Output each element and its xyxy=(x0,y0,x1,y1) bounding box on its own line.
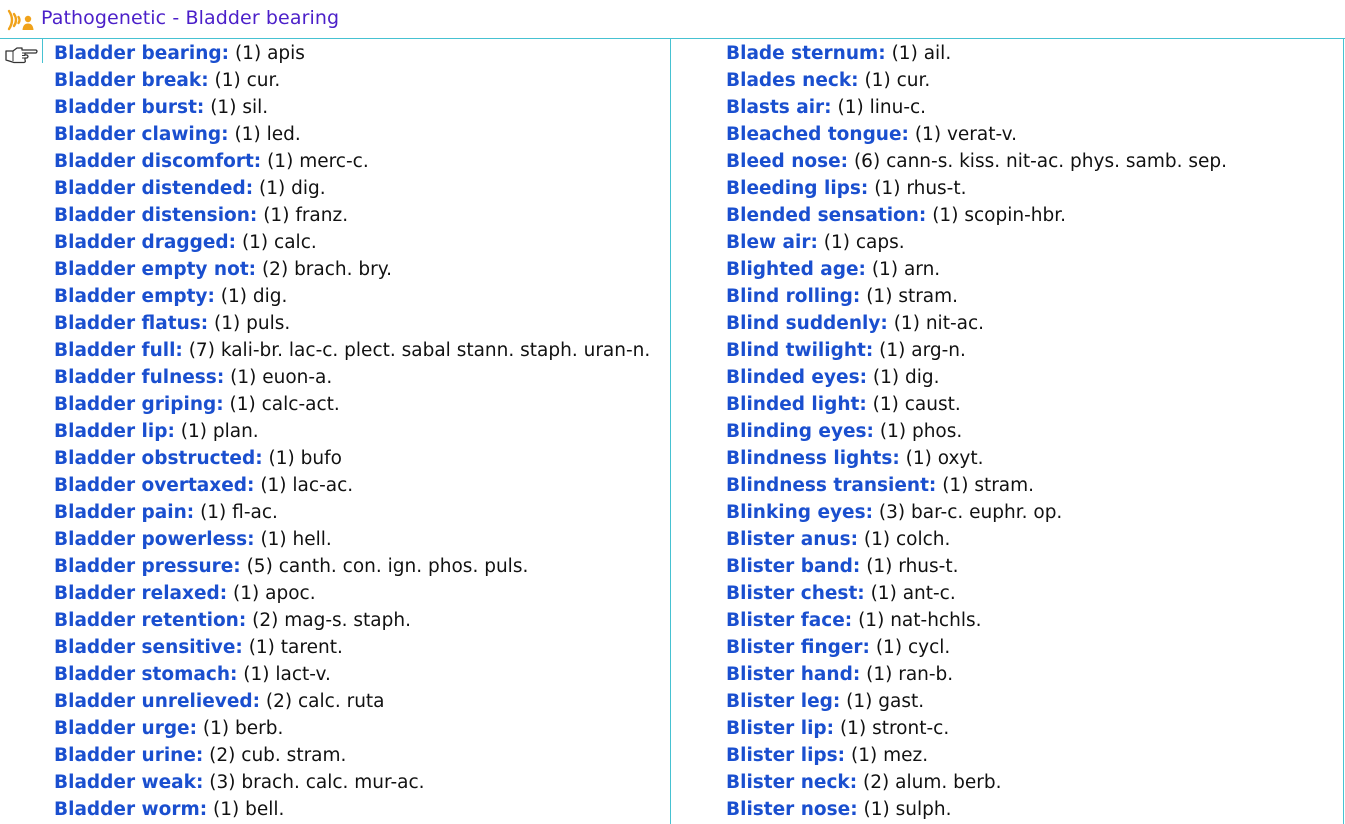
rubric-entry[interactable] xyxy=(54,148,650,175)
rubric-entry[interactable] xyxy=(726,445,1227,472)
rubric-name[interactable]: Blended sensation: xyxy=(726,205,927,226)
remedy-list[interactable]: gast. xyxy=(878,691,925,712)
rubric-entry[interactable] xyxy=(54,364,650,391)
rubric-name[interactable]: Blister hand: xyxy=(726,664,861,685)
rubric-entry[interactable] xyxy=(54,742,650,769)
rubric-name[interactable]: Bladder empty: xyxy=(54,286,215,307)
rubric-entry[interactable] xyxy=(726,796,1227,823)
rubric-name[interactable]: Blind rolling: xyxy=(726,286,861,307)
rubric-entry[interactable] xyxy=(54,67,650,94)
remedy-count: (1) xyxy=(846,691,873,712)
remedy-count: (2) xyxy=(209,745,236,766)
remedy-count: (1) xyxy=(234,43,262,64)
rubric-entry[interactable] xyxy=(54,337,650,364)
rubric-name[interactable]: Blister neck: xyxy=(726,772,858,793)
remedy-count: (1) xyxy=(241,232,269,253)
remedy-list[interactable]: euon-a. xyxy=(262,367,333,388)
rubric-name[interactable]: Blindness lights: xyxy=(726,448,900,469)
remedy-list[interactable]: calc-act. xyxy=(261,394,340,415)
rubric-entry[interactable] xyxy=(54,499,650,526)
rubric-entry[interactable] xyxy=(54,769,650,796)
remedy-count: (1) xyxy=(875,637,903,658)
rubric-entry[interactable] xyxy=(54,175,650,202)
remedy-count: (1) xyxy=(914,124,942,145)
remedy-count: (2) xyxy=(252,610,279,631)
remedy-count: (1) xyxy=(214,70,241,91)
remedy-count: (1) xyxy=(233,583,260,604)
remedy-count: (1) xyxy=(866,664,893,685)
rubric-name[interactable]: Bladder weak: xyxy=(54,772,204,793)
remedy-list[interactable]: tarent. xyxy=(280,637,343,658)
rubric-entry[interactable] xyxy=(726,418,1227,445)
rubric-entry[interactable] xyxy=(726,202,1227,229)
remedy-count: (1) xyxy=(180,421,207,442)
rubric-entry[interactable] xyxy=(54,580,650,607)
rubric-list-left xyxy=(54,40,650,823)
remedy-list[interactable]: cur. xyxy=(896,70,931,91)
rubric-entry[interactable] xyxy=(54,553,650,580)
rubric-name[interactable]: Blighted age: xyxy=(726,259,866,280)
remedy-count: (1) xyxy=(210,97,237,118)
remedy-list[interactable]: hell. xyxy=(292,529,332,550)
remedy-count: (1) xyxy=(866,556,893,577)
remedy-count: (1) xyxy=(839,718,867,739)
remedy-count: (1) xyxy=(850,745,878,766)
remedy-list[interactable]: apoc. xyxy=(265,583,316,604)
remedy-list[interactable]: caust. xyxy=(904,394,961,415)
remedy-list[interactable]: dig. xyxy=(252,286,288,307)
remedy-count: (1) xyxy=(863,529,891,550)
rubric-name[interactable]: Bladder full: xyxy=(54,340,183,361)
remedy-count: (1) xyxy=(220,286,247,307)
remedy-count: (1) xyxy=(214,313,241,334)
remedy-list[interactable]: bufo xyxy=(300,448,342,469)
remedy-list[interactable]: oxyt. xyxy=(937,448,984,469)
rubric-name[interactable]: Bladder obstructed: xyxy=(54,448,263,469)
rubric-entry[interactable] xyxy=(54,634,650,661)
rubric-entry[interactable] xyxy=(54,445,650,472)
rubric-name[interactable]: Bladder retention: xyxy=(54,610,247,631)
rubric-name[interactable]: Bleed nose: xyxy=(726,151,849,172)
remedy-list[interactable]: canth. con. ign. phos. puls. xyxy=(278,556,529,577)
remedy-list[interactable]: stront-c. xyxy=(872,718,950,739)
rubric-name[interactable]: Blindness transient: xyxy=(726,475,937,496)
remedy-list[interactable]: sil. xyxy=(242,97,269,118)
remedy-count: (5) xyxy=(246,556,273,577)
rubric-name[interactable]: Bladder urine: xyxy=(54,745,204,766)
rubric-name[interactable]: Blind suddenly: xyxy=(726,313,888,334)
rubric-name[interactable]: Bleached tongue: xyxy=(726,124,909,145)
remedy-list[interactable]: linu-c. xyxy=(869,97,927,118)
remedy-list[interactable]: bar-c. euphr. op. xyxy=(911,502,1063,523)
remedy-list[interactable]: apis xyxy=(267,43,305,64)
remedy-count: (1) xyxy=(866,286,893,307)
rubric-column-right xyxy=(672,39,1344,824)
remedy-list[interactable]: lact-v. xyxy=(275,664,331,685)
remedy-list[interactable]: arn. xyxy=(903,259,941,280)
page-title: Pathogenetic - Bladder bearing xyxy=(41,7,340,29)
rubric-entry[interactable] xyxy=(726,121,1227,148)
remedy-count: (2) xyxy=(265,691,293,712)
remedy-count: (1) xyxy=(259,178,286,199)
remedy-list[interactable]: cycl. xyxy=(907,637,951,658)
remedy-list[interactable]: brach. calc. mur-ac. xyxy=(241,772,425,793)
rubric-entry[interactable] xyxy=(726,310,1227,337)
rubric-name[interactable]: Bladder urge: xyxy=(54,718,198,739)
remedy-list[interactable]: sulph. xyxy=(895,799,952,820)
sound-waves-person-icon[interactable] xyxy=(6,8,34,32)
remedy-count: (1) xyxy=(202,718,230,739)
rubric-name[interactable]: Bladder pain: xyxy=(54,502,195,523)
rubric-entry[interactable] xyxy=(54,472,650,499)
rubric-name[interactable]: Blew air: xyxy=(726,232,818,253)
rubric-name[interactable]: Blinded light: xyxy=(726,394,867,415)
rubric-entry[interactable] xyxy=(54,40,650,67)
remedy-list[interactable]: colch. xyxy=(895,529,951,550)
remedy-count: (1) xyxy=(267,151,294,172)
rubric-entry[interactable] xyxy=(726,661,1227,688)
rubric-name[interactable]: Blasts air: xyxy=(726,97,832,118)
remedy-list[interactable]: caps. xyxy=(855,232,905,253)
remedy-list[interactable]: nat-hchls. xyxy=(890,610,982,631)
remedy-count: (1) xyxy=(263,205,290,226)
remedy-count: (1) xyxy=(879,340,906,361)
remedy-list[interactable]: cub. stram. xyxy=(241,745,347,766)
rubric-column-left xyxy=(43,39,671,824)
rubric-name[interactable]: Blister lips: xyxy=(726,745,846,766)
remedy-count: (1) xyxy=(932,205,959,226)
rubric-entry[interactable] xyxy=(726,337,1227,364)
rubric-name[interactable]: Blades neck: xyxy=(726,70,859,91)
remedy-list[interactable]: scopin-hbr. xyxy=(964,205,1066,226)
remedy-count: (1) xyxy=(260,475,287,496)
remedy-count: (1) xyxy=(872,394,899,415)
rubric-entry[interactable] xyxy=(726,769,1227,796)
rubric-entry[interactable] xyxy=(726,256,1227,283)
remedy-count: (1) xyxy=(870,583,897,604)
remedy-count: (1) xyxy=(230,367,257,388)
rubric-name[interactable]: Bladder burst: xyxy=(54,97,205,118)
rubric-entry[interactable] xyxy=(54,229,650,256)
rubric-name[interactable]: Blinding eyes: xyxy=(726,421,874,442)
rubric-name[interactable]: Bladder discomfort: xyxy=(54,151,262,172)
remedy-list[interactable]: brach. bry. xyxy=(294,259,392,280)
rubric-entry[interactable] xyxy=(54,283,650,310)
remedy-list[interactable]: cann-s. kiss. nit-ac. phys. samb. sep. xyxy=(886,151,1228,172)
rubric-name[interactable]: Bladder lip: xyxy=(54,421,175,442)
remedy-list[interactable]: berb. xyxy=(235,718,284,739)
rubric-name[interactable]: Bladder relaxed: xyxy=(54,583,228,604)
remedy-list[interactable]: rhus-t. xyxy=(906,178,967,199)
remedy-list[interactable]: alum. berb. xyxy=(895,772,1002,793)
remedy-count: (1) xyxy=(872,367,900,388)
rubric-name[interactable]: Blister finger: xyxy=(726,637,870,658)
rubric-name[interactable]: Blister face: xyxy=(726,610,853,631)
remedy-list[interactable]: ant-c. xyxy=(902,583,956,604)
rubric-name[interactable]: Bladder sensitive: xyxy=(54,637,243,658)
title-bar xyxy=(0,0,1345,39)
remedy-count: (2) xyxy=(261,259,289,280)
remedy-list[interactable]: phos. xyxy=(911,421,963,442)
rubric-name[interactable]: Blind twilight: xyxy=(726,340,874,361)
remedy-count: (1) xyxy=(837,97,864,118)
rubric-name[interactable]: Bladder break: xyxy=(54,70,209,91)
rubric-name[interactable]: Bladder empty not: xyxy=(54,259,257,280)
remedy-count: (1) xyxy=(200,502,227,523)
pointing-hand-icon xyxy=(3,43,39,67)
remedy-count: (1) xyxy=(268,448,295,469)
remedy-count: (1) xyxy=(891,43,918,64)
rubric-name[interactable]: Bladder distended: xyxy=(54,178,254,199)
remedy-count: (1) xyxy=(864,70,891,91)
rubric-entry[interactable] xyxy=(726,364,1227,391)
rubric-entry[interactable] xyxy=(54,688,650,715)
rubric-entry[interactable] xyxy=(54,310,650,337)
rubric-entry[interactable] xyxy=(726,391,1227,418)
rubric-name[interactable]: Blister anus: xyxy=(726,529,858,550)
rubric-name[interactable]: Bladder distension: xyxy=(54,205,258,226)
rubric-name[interactable]: Blinking eyes: xyxy=(726,502,874,523)
rubric-name[interactable]: Bladder griping: xyxy=(54,394,224,415)
remedy-list[interactable]: arg-n. xyxy=(911,340,966,361)
rubric-entry[interactable] xyxy=(726,499,1227,526)
remedy-list[interactable]: dig. xyxy=(291,178,326,199)
remedy-count: (1) xyxy=(260,529,287,550)
rubric-entry[interactable] xyxy=(726,526,1227,553)
remedy-count: (1) xyxy=(874,178,901,199)
rubric-entry[interactable] xyxy=(726,688,1227,715)
rubric-entry[interactable] xyxy=(54,256,650,283)
rubric-entry[interactable] xyxy=(726,580,1227,607)
rubric-name[interactable]: Blister chest: xyxy=(726,583,865,604)
remedy-list[interactable]: rhus-t. xyxy=(898,556,959,577)
rubric-entry[interactable] xyxy=(726,175,1227,202)
remedy-list[interactable]: plan. xyxy=(212,421,259,442)
remedy-count: (1) xyxy=(863,799,890,820)
remedy-count: (6) xyxy=(853,151,881,172)
remedy-count: (1) xyxy=(248,637,275,658)
rubric-entry[interactable] xyxy=(54,94,650,121)
remedy-list[interactable]: mag-s. staph. xyxy=(284,610,411,631)
rubric-name[interactable]: Bladder stomach: xyxy=(54,664,238,685)
remedy-list[interactable]: kali-br. lac-c. plect. sabal stann. staph. uran-n. xyxy=(220,340,651,361)
remedy-count: (1) xyxy=(905,448,932,469)
rubric-name[interactable]: Bladder pressure: xyxy=(54,556,241,577)
remedy-list[interactable]: ail. xyxy=(923,43,952,64)
remedy-list[interactable]: ran-b. xyxy=(898,664,954,685)
remedy-list[interactable]: franz. xyxy=(295,205,349,226)
rubric-entry[interactable] xyxy=(54,391,650,418)
rubric-entry[interactable] xyxy=(726,715,1227,742)
rubric-name[interactable]: Bladder worm: xyxy=(54,799,208,820)
rubric-entry[interactable] xyxy=(54,418,650,445)
rubric-entry[interactable] xyxy=(726,742,1227,769)
remedy-count: (1) xyxy=(229,394,256,415)
rubric-entry[interactable] xyxy=(726,472,1227,499)
rubric-entry[interactable] xyxy=(54,796,650,823)
remedy-count: (2) xyxy=(863,772,890,793)
rubric-entry[interactable] xyxy=(54,715,650,742)
rubric-name[interactable]: Bladder clawing: xyxy=(54,124,229,145)
rubric-entry[interactable] xyxy=(726,229,1227,256)
remedy-count: (7) xyxy=(188,340,215,361)
rubric-name[interactable]: Bladder powerless: xyxy=(54,529,255,550)
row-pointer-column xyxy=(0,39,43,824)
remedy-count: (3) xyxy=(209,772,236,793)
rubric-entry[interactable] xyxy=(54,607,650,634)
remedy-list[interactable]: merc-c. xyxy=(299,151,369,172)
rubric-name[interactable]: Blister band: xyxy=(726,556,861,577)
rubric-name[interactable]: Blister leg: xyxy=(726,691,841,712)
remedy-list[interactable]: bell. xyxy=(245,799,285,820)
remedy-list[interactable]: mez. xyxy=(883,745,929,766)
rubric-name[interactable]: Blister lip: xyxy=(726,718,835,739)
remedy-list[interactable]: fl-ac. xyxy=(232,502,278,523)
remedy-list[interactable]: stram. xyxy=(974,475,1035,496)
rubric-entry[interactable] xyxy=(726,283,1227,310)
rubric-name[interactable]: Bladder bearing: xyxy=(54,43,230,64)
remedy-count: (1) xyxy=(234,124,261,145)
rubric-name[interactable]: Blinded eyes: xyxy=(726,367,867,388)
remedy-count: (1) xyxy=(871,259,899,280)
rubric-entry[interactable] xyxy=(726,634,1227,661)
remedy-count: (1) xyxy=(942,475,969,496)
rubric-name[interactable]: Blister nose: xyxy=(726,799,858,820)
rubric-entry[interactable] xyxy=(726,148,1227,175)
remedy-list[interactable]: puls. xyxy=(246,313,291,334)
rubric-entry[interactable] xyxy=(54,661,650,688)
rubric-entry[interactable] xyxy=(726,67,1227,94)
remedy-count: (1) xyxy=(213,799,240,820)
rubric-entry[interactable] xyxy=(726,553,1227,580)
remedy-count: (1) xyxy=(858,610,885,631)
rubric-entry[interactable] xyxy=(726,40,1227,67)
rubric-name[interactable]: Blade sternum: xyxy=(726,43,886,64)
remedy-list[interactable]: nit-ac. xyxy=(925,313,985,334)
remedy-list[interactable]: dig. xyxy=(905,367,940,388)
rubric-name[interactable]: Bladder unrelieved: xyxy=(54,691,261,712)
rubric-entry[interactable] xyxy=(54,526,650,553)
rubric-entry[interactable] xyxy=(54,202,650,229)
remedy-list[interactable]: verat-v. xyxy=(946,124,1018,145)
rubric-entry[interactable] xyxy=(726,607,1227,634)
remedy-list[interactable]: led. xyxy=(266,124,301,145)
remedy-list[interactable]: lac-ac. xyxy=(292,475,354,496)
remedy-count: (1) xyxy=(893,313,920,334)
rubric-name[interactable]: Bladder dragged: xyxy=(54,232,237,253)
rubric-list-right xyxy=(726,40,1227,823)
rubric-entry[interactable] xyxy=(726,94,1227,121)
remedy-list[interactable]: calc. xyxy=(274,232,317,253)
rubric-name[interactable]: Bladder overtaxed: xyxy=(54,475,255,496)
remedy-count: (3) xyxy=(878,502,906,523)
rubric-name[interactable]: Bleeding lips: xyxy=(726,178,869,199)
rubric-name[interactable]: Bladder fulness: xyxy=(54,367,225,388)
rubric-entry[interactable] xyxy=(54,121,650,148)
remedy-list[interactable]: stram. xyxy=(898,286,959,307)
remedy-list[interactable]: cur. xyxy=(246,70,281,91)
remedy-count: (1) xyxy=(823,232,850,253)
remedy-count: (1) xyxy=(879,421,907,442)
remedy-count: (1) xyxy=(243,664,270,685)
remedy-list[interactable]: calc. ruta xyxy=(298,691,385,712)
rubric-name[interactable]: Bladder flatus: xyxy=(54,313,209,334)
